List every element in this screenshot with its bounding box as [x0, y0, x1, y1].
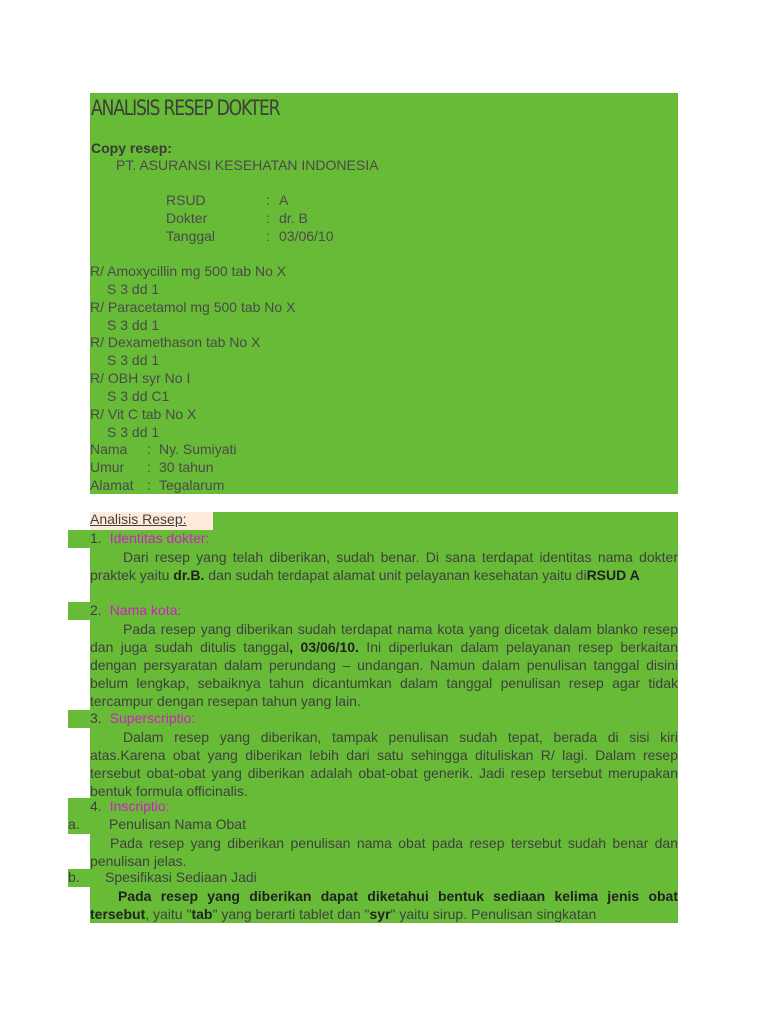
- paragraph-identitas: Dari resep yang telah diberikan, sudah benar. Di sana terdapat identitas nama dokter praktek yaitu dr.B. dan sudah terdapat alamat unit pelayanan kesehatan yaitu diRSUD A: [90, 549, 678, 583]
- copy-label: Copy resep:: [91, 140, 172, 156]
- company-name: PT. ASURANSI KESEHATAN INDONESIA: [116, 157, 379, 173]
- patient-age: Umur : 30 tahun: [90, 459, 214, 475]
- rx-line: R/ Paracetamol mg 500 tab No X: [90, 299, 296, 315]
- patient-address: Alamat : Tegalarum: [90, 477, 225, 493]
- section-superscriptio: 3. Superscriptio:: [90, 710, 196, 726]
- page-title: ANALISIS RESEP DOKTER: [91, 96, 280, 120]
- rx-signa: S 3 dd 1: [107, 281, 160, 297]
- rx-signa: S 3 dd C1: [107, 388, 170, 404]
- rx-signa: S 3 dd 1: [107, 317, 160, 333]
- section-identitas-dokter: 1. Identitas dokter:: [90, 530, 210, 546]
- subsection-letter-b: b.: [68, 869, 80, 885]
- subsection-letter-a: a.: [68, 816, 80, 832]
- rx-line: R/ Vit C tab No X: [90, 406, 197, 422]
- section-inscriptio: 4. Inscriptio:: [90, 798, 170, 814]
- rx-line: R/ Amoxycillin mg 500 tab No X: [90, 263, 287, 279]
- paragraph-superscriptio: Dalam resep yang diberikan, tampak penulisan sudah tepat, berada di sisi kiri atas.Karena obat yang diberikan lebih dari satu sehingga dituliskan R/ lagi. Dalam resep tersebut obat-obat yang diberikan adalah obat-obat generik. Jadi resep tersebut merupakan bentuk formula officinalis.: [90, 729, 678, 799]
- prescription-copy-block: ANALISIS RESEP DOKTER Copy resep: PT. ASURANSI KESEHATAN INDONESIA RSUD : A Dokter : dr. B Tanggal : 03/06/10 R/ Amoxycillin mg 500 tab No X S 3 dd 1 R/ Paracetamol mg 500 tab No X S 3 dd 1 R/ Dexamethason tab No X S 3 dd 1 R/ OBH syr No I S 3 dd C1 R/ Vit C tab No X S 3 dd 1 Nama : Ny. Sumiyati Umur : 30 tahun Alamat : Tegalarum: [90, 93, 678, 494]
- rx-line: R/ Dexamethason tab No X: [90, 334, 261, 350]
- analysis-heading: Analisis Resep:: [90, 511, 187, 527]
- section-nama-kota: 2. Nama kota:: [90, 602, 182, 618]
- patient-name: Nama : Ny. Sumiyati: [90, 441, 237, 457]
- paragraph-nama-kota: Pada resep yang diberikan sudah terdapat nama kota yang dicetak dalam blanko resep dan juga sudah ditulis tanggal, 03/06/10. Ini diperlukan dalam pelayanan resep berkaitan dengan persyaratan dalam perundang – undangan. Namun dalam penulisan tanggal disini belum lengkap, sebaiknya tahun dicantumkan dalam tanggal penulisan resep agar tidak tercampur dengan resepan tahun yang lain.: [90, 621, 678, 709]
- rx-line: R/ OBH syr No I: [90, 370, 191, 386]
- subsection-title-b: Spesifikasi Sediaan Jadi: [105, 869, 257, 885]
- rx-signa: S 3 dd 1: [107, 424, 160, 440]
- subsection-title-a: Penulisan Nama Obat: [109, 816, 246, 832]
- paragraph-sediaan-jadi: Pada resep yang diberikan dapat diketahui bentuk sediaan kelima jenis obat tersebut, yaitu "tab" yang berarti tablet dan "syr" yaitu sirup. Penulisan singkatan: [90, 888, 678, 922]
- paragraph-nama-obat: Pada resep yang diberikan penulisan nama obat pada resep tersebut sudah benar dan penulisan jelas.: [90, 835, 678, 869]
- rx-signa: S 3 dd 1: [107, 352, 160, 368]
- highlight-bar: [213, 512, 678, 530]
